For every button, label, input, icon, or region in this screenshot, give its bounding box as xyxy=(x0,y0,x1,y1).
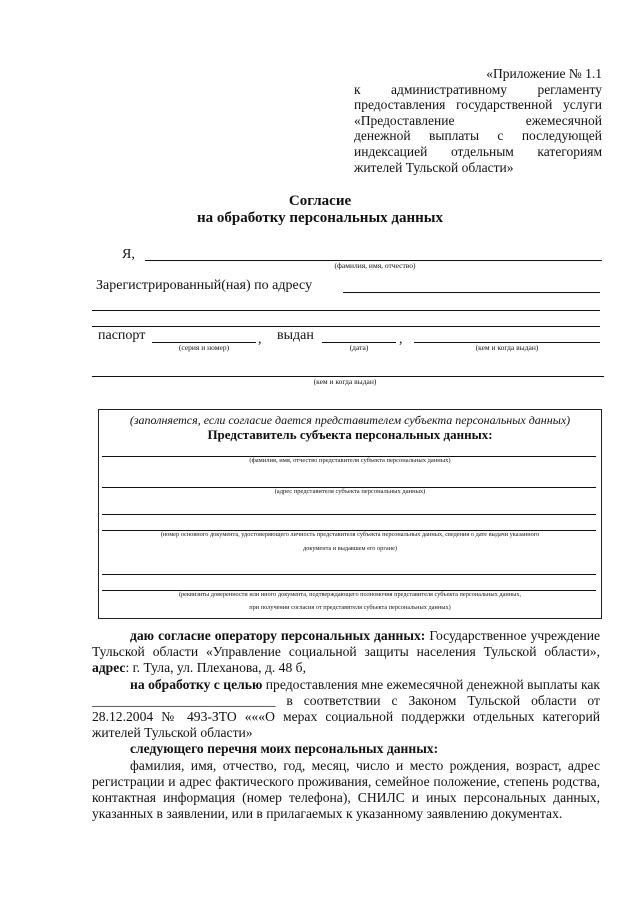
data-list-paragraph: фамилия, имя, отчество, год, месяц, число и место рождения, возраст, адрес регистрации и адрес фактического проживания, семейное положение, степень родства, контактная информация (номер телефона), СНИЛС и иных персональных данных, указанных в заявлении, или в прилагаемых к указанному заявлению документах. xyxy=(92,757,600,822)
representative-proxy-field-1[interactable] xyxy=(102,574,596,575)
appendix-line: «Приложение № 1.1 xyxy=(486,66,602,81)
representative-proxy-caption: (реквизиты доверенности или иного документа, подтверждающего полномочия представителя субъекта персональных данных, xyxy=(178,591,522,598)
representative-doc-field-1[interactable] xyxy=(102,514,596,515)
representative-proxy-caption-2: при получении согласия от представителя субъекта персональных данных) xyxy=(249,604,451,611)
representative-doc-caption-2: документа и выдавшем его органе) xyxy=(303,545,397,552)
operator-address: : г. Тула, ул. Плеханова, д. 48 б, xyxy=(125,660,306,676)
issued-label: выдан xyxy=(277,328,314,343)
consent-body xyxy=(92,628,600,822)
address-field-1[interactable] xyxy=(343,292,600,293)
ya-label: Я, xyxy=(122,247,135,262)
appendix-line: к административному регламенту xyxy=(354,81,602,97)
address-field-3[interactable] xyxy=(92,326,600,327)
data-list-heading xyxy=(92,741,600,757)
document-subtitle: на обработку персональных данных xyxy=(197,210,443,226)
appendix-line: «Предоставление ежемесячной xyxy=(354,112,602,128)
purpose-paragraph xyxy=(92,677,600,742)
appendix-line: индексацией отдельным категориям xyxy=(354,143,602,159)
representative-fio-caption: (фамилия, имя, отчество представителя субъекта персональных данных) xyxy=(249,457,451,464)
representative-note: (заполняется, если согласие дается представителем субъекта персональных данных) xyxy=(129,413,571,427)
registered-label: Зарегистрированный(ная) по адресу xyxy=(96,278,313,293)
purpose-law-text: в соответствии с Законом Тульской области от 28.12.2004 № 493-ЗТО «««О мерах социальной поддержки отдельных категорий жителей Тульской области» xyxy=(92,692,600,741)
document-title: Согласие xyxy=(288,193,352,209)
data-list-heading-bold: следующего перечня моих персональных данных: xyxy=(130,741,439,757)
who-when-caption: (кем и когда выдан) xyxy=(475,343,539,352)
purpose-text: предоставления мне ежемесячной денежной выплаты как xyxy=(262,676,600,692)
appendix-line: предоставления государственной услуги xyxy=(354,97,602,113)
representative-doc-caption: (номер основного документа, удостоверяющего личность представителя субъекта персональных данных, сведения о дате выдачи указанного xyxy=(160,531,540,538)
operator-text: Государственное учреждение Тульской области «Управление социальной защиты населения Тульской области», xyxy=(92,628,600,660)
representative-box xyxy=(98,409,602,619)
operator-consent-bold: даю согласие оператору персональных данных: xyxy=(130,628,426,643)
fio-caption: (фамилия, имя, отчество) xyxy=(334,261,416,270)
comma: , xyxy=(399,332,403,347)
appendix-header xyxy=(354,66,602,175)
representative-address-caption: (адрес представителя субъекта персональных данных) xyxy=(274,488,426,495)
purpose-bold: на обработку с целью xyxy=(130,676,263,692)
date-caption: (дата) xyxy=(349,343,369,352)
representative-heading: Представитель субъекта персональных данных: xyxy=(207,427,493,442)
address-field-2[interactable] xyxy=(92,310,600,311)
passport-label: паспорт xyxy=(98,328,146,343)
appendix-line: жителей Тульской области» xyxy=(354,159,514,175)
series-caption: (серия и номер) xyxy=(178,343,230,352)
appendix-line: денежной выплаты с последующей xyxy=(354,128,602,144)
comma: , xyxy=(258,332,262,347)
address-bold: адрес xyxy=(92,660,126,676)
purpose-blank[interactable]: ___________________________ xyxy=(92,692,276,708)
operator-paragraph xyxy=(92,628,600,677)
who-when-caption-2: (кем и когда выдан) xyxy=(313,377,377,386)
